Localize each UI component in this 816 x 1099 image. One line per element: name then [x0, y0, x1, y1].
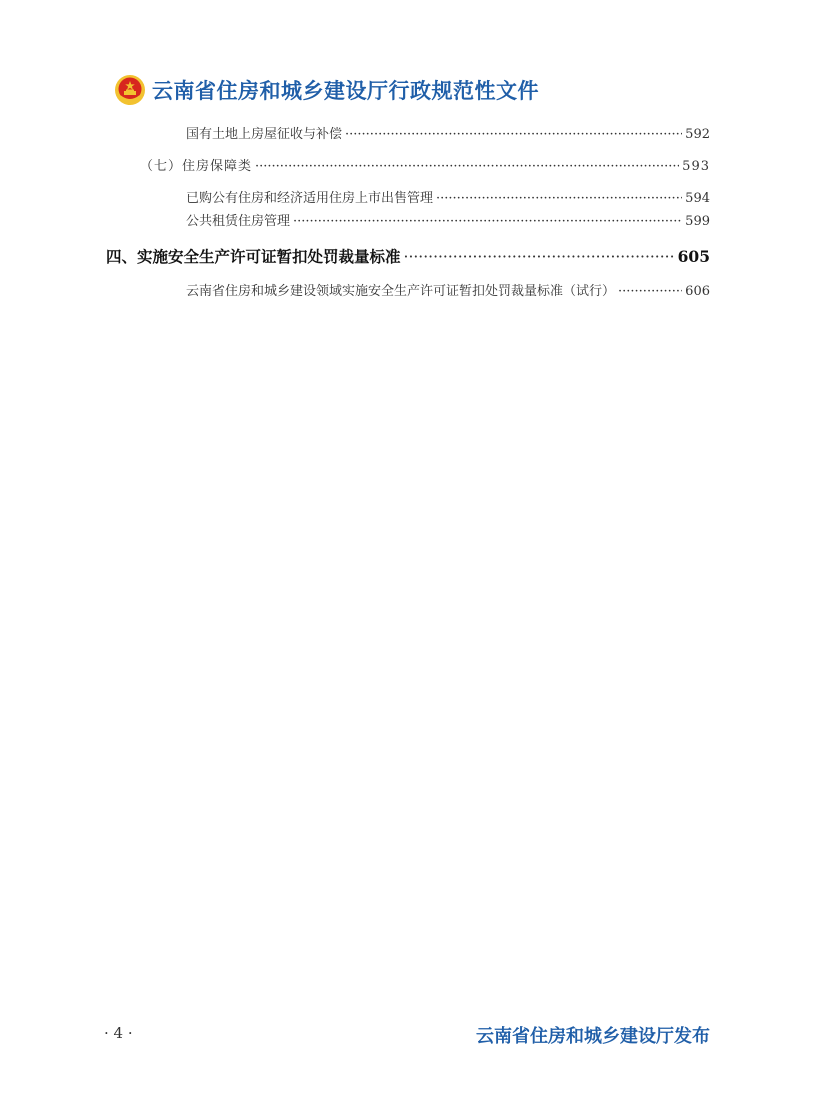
toc-entry-title: 云南省住房和城乡建设领域实施安全生产许可证暂扣处罚裁量标准（试行） — [186, 284, 616, 299]
page-number: · 4 · — [104, 1024, 133, 1042]
toc-entry-title: 公共租赁住房管理 — [186, 214, 291, 229]
toc-entry-page: 605 — [677, 247, 710, 266]
toc-entry[interactable] — [186, 123, 710, 142]
toc-entry-title: 国有土地上房屋征收与补偿 — [186, 127, 343, 142]
toc-leader — [345, 127, 682, 142]
toc-leader — [436, 191, 682, 206]
toc-entry[interactable] — [186, 280, 710, 299]
publisher-label: 云南省住房和城乡建设厅发布 — [476, 1026, 710, 1047]
toc-leader — [293, 214, 682, 229]
toc-leader — [404, 248, 675, 266]
toc-entry-page: 592 — [685, 127, 710, 142]
page-header — [114, 74, 539, 106]
toc-entry-page: 606 — [685, 284, 710, 299]
toc-entry-title: 已购公有住房和经济适用住房上市出售管理 — [186, 191, 434, 206]
toc-leader — [618, 284, 682, 299]
toc-entry[interactable] — [186, 210, 710, 229]
toc-leader — [255, 159, 679, 174]
national-emblem-icon — [114, 74, 146, 106]
toc-entry[interactable] — [140, 155, 710, 174]
toc-entry-page: 593 — [682, 159, 710, 174]
toc-entry-title: （七）住房保障类 — [140, 159, 253, 174]
toc-entry-page: 599 — [685, 214, 710, 229]
toc-entry[interactable] — [106, 245, 710, 267]
toc-entry-page: 594 — [685, 191, 710, 206]
header-title: 云南省住房和城乡建设厅行政规范性文件 — [152, 79, 539, 103]
toc-entry[interactable] — [186, 187, 710, 206]
toc-entry-title: 四、实施安全生产许可证暂扣处罚裁量标准 — [106, 247, 401, 266]
